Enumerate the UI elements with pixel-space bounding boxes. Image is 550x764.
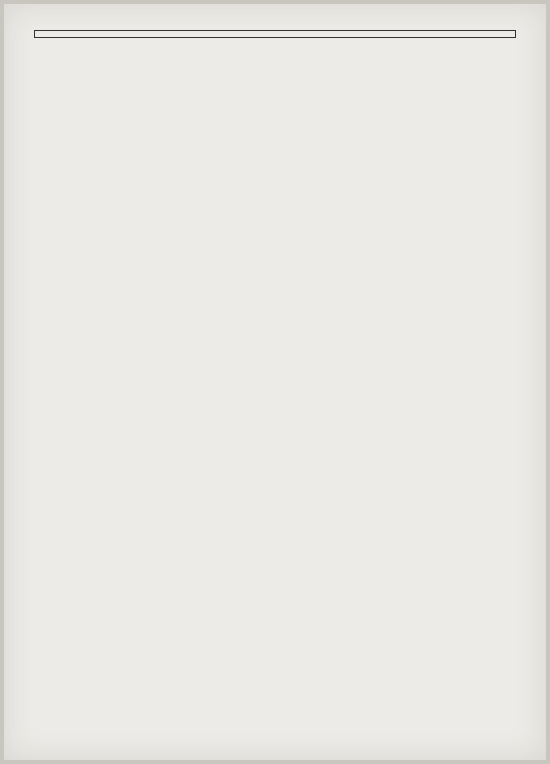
word-options-box bbox=[34, 30, 516, 38]
exam-page bbox=[4, 4, 546, 760]
page-content bbox=[34, 26, 516, 46]
